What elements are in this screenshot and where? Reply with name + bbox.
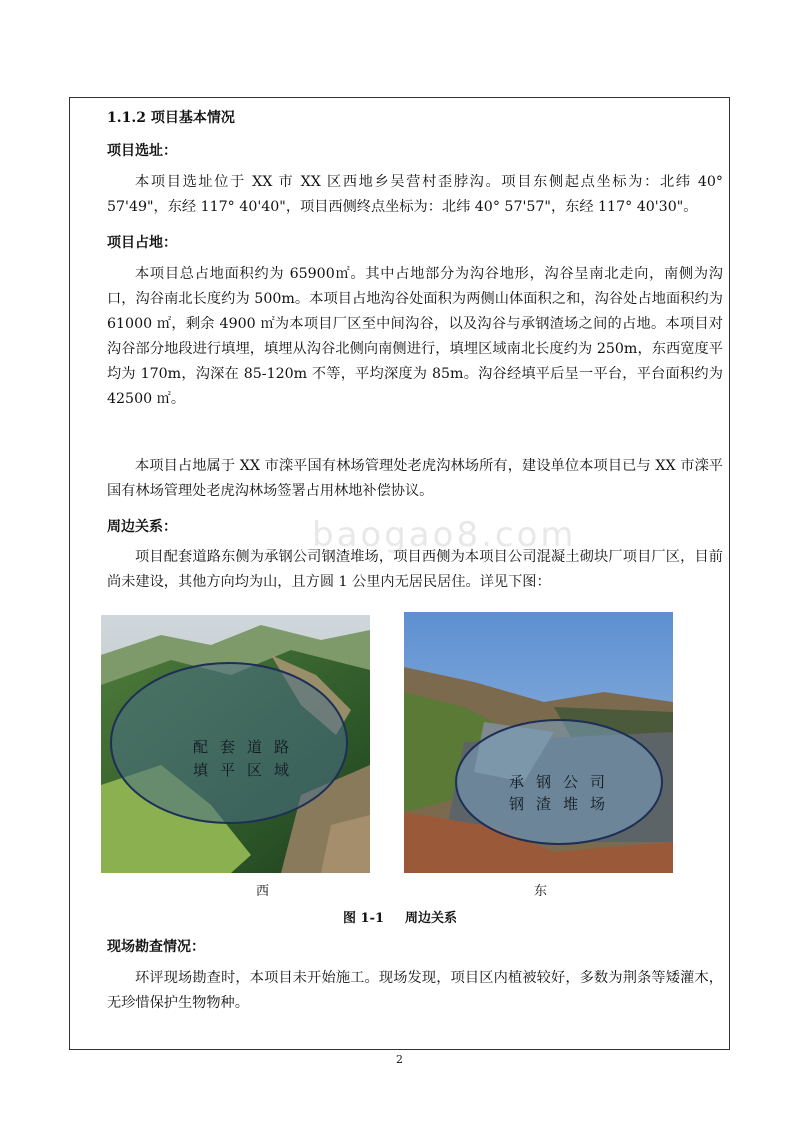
east-overlay-label-1: 承钢公司 (508, 773, 617, 791)
figure-caption: 周边关系 (405, 911, 458, 926)
land-heading: 项目占地： (107, 235, 177, 251)
section-title: 1.1.2 项目基本情况 (107, 110, 235, 126)
site-heading: 项目选址： (107, 143, 177, 159)
surroundings-text: 项目配套道路东侧为承钢公司钢渣堆场，项目西侧为本项目公司混凝土砌块厂项目厂区，目前尚未建设，其他方向均为山，且方圆 1 公里内无居民居住。详见下图： (107, 549, 723, 590)
figure-number: 图 1-1 (343, 911, 385, 926)
land-text-2: 本项目占地属于 XX 市滦平国有林场管理处老虎沟林场所有，建设单位本项目已与 XX 市滦平国有林场管理处老虎沟林场签署占用林地补偿协议。 (107, 458, 723, 499)
site-text: 本项目选址位于 XX 市 XX 区西地乡吴营村歪脖沟。项目东侧起点坐标为：北纬 40° 57'49"，东经 117° 40'40"，项目西侧终点坐标为：北纬 40° 57'57"，东经 117° 40'30"。 (107, 174, 723, 215)
surroundings-heading: 周边关系： (107, 519, 177, 535)
west-overlay-label-2: 填平区域 (192, 761, 301, 779)
east-photo (404, 612, 673, 873)
west-overlay-label-1: 配套道路 (192, 738, 301, 756)
survey-heading: 现场勘查情况： (107, 939, 205, 955)
survey-text: 环评现场勘查时，本项目未开始施工。现场发现，项目区内植被较好，多数为荆条等矮灌木，无珍惜保护生物物种。 (107, 970, 723, 1011)
land-text-1: 本项目总占地面积约为 65900㎡。其中占地部分为沟谷地形，沟谷呈南北走向，南侧为沟口，沟谷南北长度约为 500m。本项目占地沟谷处面积为两侧山体面积之和，沟谷处占地面积约为 61000 ㎡，剩余 4900 ㎡为本项目厂区至中间沟谷，以及沟谷与承钢渣场之间的占地。本项目对沟谷部分地段进行填埋，填埋从沟谷北侧向南侧进行，填埋区域南北长度约为 250m，东西宽度平均为 170m，沟深在 85-120m 不等，平均深度为 85m。沟谷经填平后呈一平台，平台面积约为 42500 ㎡。 (107, 266, 723, 407)
page-number: 2 (396, 1053, 403, 1066)
west-caption: 西 (256, 884, 270, 899)
east-overlay-label-2: 钢渣堆场 (508, 795, 617, 813)
watermark: baogao8.com (312, 515, 577, 555)
east-caption: 东 (534, 884, 548, 899)
